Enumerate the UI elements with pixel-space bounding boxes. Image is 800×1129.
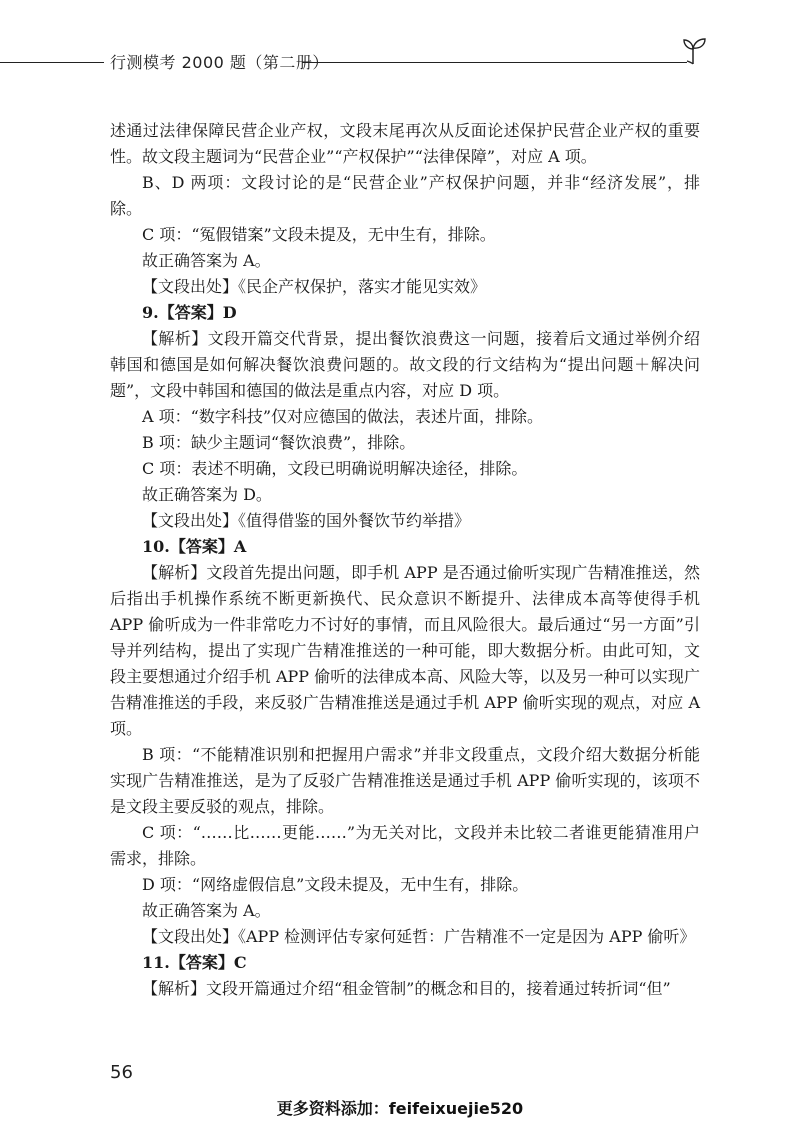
analysis-paragraph: 【解析】文段开篇交代背景，提出餐饮浪费这一问题，接着后文通过举例介绍韩国和德国是如何解决餐饮浪费问题的。故文段的行文结构为“提出问题＋解决问题”，文段中韩国和德国的做法是重点内容，对应 D 项。 [110, 329, 700, 400]
paragraph: A 项：“数字科技”仅对应德国的做法，表述片面，排除。 [142, 407, 544, 426]
paragraph: C 项：“冤假错案”文段未提及，无中生有，排除。 [142, 225, 496, 244]
running-title: 行测模考 2000 题（第二册） [110, 53, 329, 72]
paragraph: B、D 两项：文段讨论的是“民营企业”产权保护问题，并非“经济发展”，排除。 [110, 173, 700, 218]
header-rule-right [302, 62, 687, 63]
source-citation: 【文段出处】《民企产权保护，落实才能见实效》 [142, 277, 487, 296]
source-citation: 【文段出处】《值得借鉴的国外餐饮节约举措》 [142, 511, 471, 530]
paragraph: 述通过法律保障民营企业产权，文段末尾再次从反面论述保护民营企业产权的重要性。故文段主题词为“民营企业”“产权保护”“法律保障”，对应 A 项。 [110, 121, 700, 166]
paragraph: 故正确答案为 D。 [142, 485, 272, 504]
answer-explanations [110, 118, 700, 1002]
header-rule-left [0, 62, 104, 63]
analysis-paragraph: 【解析】文段开篇通过介绍“租金管制”的概念和目的，接着通过转折词“但” [142, 979, 671, 998]
page-number: 56 [110, 1062, 133, 1083]
sprout-icon [678, 36, 708, 66]
footer-note: 更多资料添加：feifeixuejie520 [276, 1099, 524, 1118]
paragraph: C 项：表述不明确，文段已明确说明解决途径，排除。 [142, 459, 528, 478]
answer-heading: 9.【答案】D [142, 303, 237, 322]
paragraph: 故正确答案为 A。 [142, 251, 271, 270]
paragraph: B 项：“不能精准识别和把握用户需求”并非文段重点，文段介绍大数据分析能实现广告精准推送，是为了反驳广告精准推送是通过手机 APP 偷听实现的，该项不是文段主要反驳的观点，排除。 [110, 745, 700, 816]
paragraph: C 项：“……比……更能……”为无关对比，文段并未比较二者谁更能猜准用户需求，排除。 [110, 823, 700, 868]
paragraph: B 项：缺少主题词“餐饮浪费”，排除。 [142, 433, 416, 452]
analysis-paragraph: 【解析】文段首先提出问题，即手机 APP 是否通过偷听实现广告精准推送，然后指出手机操作系统不断更新换代、民众意识不断提升、法律成本高等使得手机 APP 偷听成为一件非常吃力不讨好的事情，而且风险很大。最后通过“另一方面”引导并列结构，提出了实现广告精准推送的一种可能，即大数据分析。由此可知，文段主要想通过介绍手机 APP 偷听的法律成本高、风险大等，以及另一种可以实现广告精准推送的手段，来反驳广告精准推送是通过手机 APP 偷听实现的观点，对应 A 项。 [110, 563, 700, 738]
paragraph: 故正确答案为 A。 [142, 901, 271, 920]
answer-heading: 10.【答案】A [142, 537, 247, 556]
answer-heading: 11.【答案】C [142, 953, 247, 972]
paragraph: D 项：“网络虚假信息”文段未提及，无中生有，排除。 [142, 875, 529, 894]
source-citation: 【文段出处】《APP 检测评估专家何延哲：广告精准不一定是因为 APP 偷听》 [142, 927, 696, 946]
page-header [0, 38, 800, 78]
